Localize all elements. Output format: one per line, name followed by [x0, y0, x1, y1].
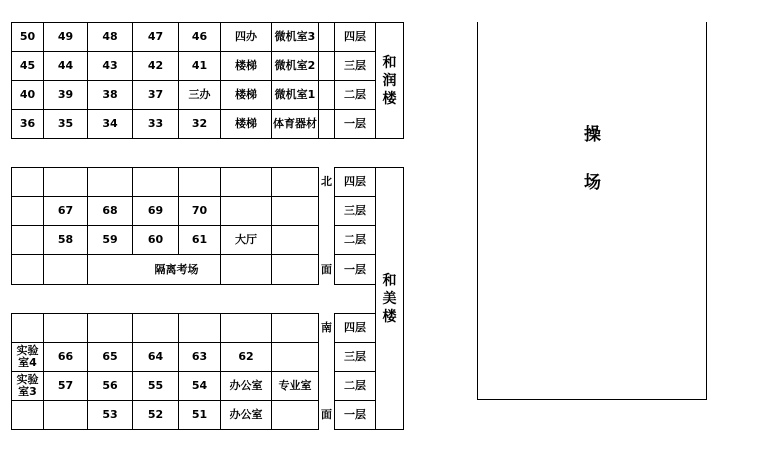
room-cell: 44: [43, 51, 88, 81]
room-cell: 45: [11, 51, 44, 81]
floor-label: 四层: [334, 313, 376, 343]
room-cell: [271, 342, 319, 372]
room-cell: 体育器材: [271, 109, 319, 139]
floor-label: 三层: [334, 51, 376, 81]
room-cell: [11, 225, 44, 255]
room-cell: 58: [43, 225, 88, 255]
room-cell: 38: [87, 80, 133, 110]
room-cell: 微机室3: [271, 22, 319, 52]
side-label: [318, 225, 335, 255]
room-cell: [220, 313, 272, 343]
room-cell: 52: [132, 400, 179, 430]
floor-label: 二层: [334, 225, 376, 255]
room-cell: 四办: [220, 22, 272, 52]
room-cell: 40: [11, 80, 44, 110]
room-cell: 34: [87, 109, 133, 139]
room-cell: [271, 254, 319, 285]
building-name-hemei: 和美楼: [375, 167, 404, 430]
room-cell: 70: [178, 196, 221, 226]
room-cell: 50: [11, 22, 44, 52]
room-cell: 42: [132, 51, 179, 81]
room-cell: 65: [87, 342, 133, 372]
room-cell: 46: [178, 22, 221, 52]
room-cell: 56: [87, 371, 133, 401]
room-cell: 36: [11, 109, 44, 139]
room-cell: 61: [178, 225, 221, 255]
room-cell: 楼梯: [220, 109, 272, 139]
room-cell: 68: [87, 196, 133, 226]
room-cell: [132, 167, 179, 197]
room-cell: 大厅: [220, 225, 272, 255]
room-cell: [11, 313, 44, 343]
room-cell: 53: [87, 400, 133, 430]
room-cell: 三办: [178, 80, 221, 110]
playground-label: 操: [584, 125, 601, 145]
room-cell: 59: [87, 225, 133, 255]
room-cell: 62: [220, 342, 272, 372]
room-cell: [87, 313, 133, 343]
room-cell: [178, 313, 221, 343]
side-label: [318, 196, 335, 226]
room-cell: [43, 167, 88, 197]
floor-label: 一层: [334, 254, 376, 285]
room-cell: [11, 254, 44, 285]
floor-label: 二层: [334, 80, 376, 110]
room-cell: 41: [178, 51, 221, 81]
room-cell: 33: [132, 109, 179, 139]
room-cell: [271, 313, 319, 343]
room-cell: 48: [87, 22, 133, 52]
room-cell: 39: [43, 80, 88, 110]
side-label: 面: [321, 408, 332, 421]
room-cell: 实验室3: [11, 371, 44, 401]
room-cell: 微机室1: [271, 80, 319, 110]
room-cell: [11, 196, 44, 226]
room-cell: 49: [43, 22, 88, 52]
gap-cell: [318, 51, 335, 81]
room-cell: [271, 196, 319, 226]
room-cell: 43: [87, 51, 133, 81]
room-cell: 办公室: [220, 371, 272, 401]
playground-label: 场: [584, 173, 601, 193]
room-cell: [271, 400, 319, 430]
floor-label: 二层: [334, 371, 376, 401]
room-cell: [43, 400, 88, 430]
room-cell: 35: [43, 109, 88, 139]
room-cell: [43, 313, 88, 343]
side-label: [318, 371, 335, 401]
room-cell: 实验室4: [11, 342, 44, 372]
side-label: [318, 342, 335, 372]
room-cell: [220, 196, 272, 226]
exam-room-cell: 隔离考场: [154, 262, 199, 276]
room-cell: [271, 167, 319, 197]
room-cell: 66: [43, 342, 88, 372]
floor-label: 一层: [334, 109, 376, 139]
playground: [477, 22, 707, 400]
side-label: 面: [321, 262, 332, 276]
side-label: 北: [321, 175, 332, 188]
floor-label: 三层: [334, 196, 376, 226]
room-cell: [271, 225, 319, 255]
room-cell: 楼梯: [220, 51, 272, 81]
side-label: 南: [321, 321, 332, 334]
room-cell: 64: [132, 342, 179, 372]
room-cell: 54: [178, 371, 221, 401]
floor-label: 四层: [334, 167, 376, 197]
room-cell: 63: [178, 342, 221, 372]
room-cell: [11, 400, 44, 430]
floor-label: 四层: [334, 22, 376, 52]
gap-cell: [318, 80, 335, 110]
room-cell: 69: [132, 196, 179, 226]
room-cell: [132, 313, 179, 343]
room-cell: [178, 167, 221, 197]
room-cell: 67: [43, 196, 88, 226]
building-name-hexun: 和润楼: [375, 22, 404, 139]
room-cell: [11, 167, 44, 197]
room-cell: 51: [178, 400, 221, 430]
room-cell: 办公室: [220, 400, 272, 430]
room-cell: [87, 167, 133, 197]
room-cell: 60: [132, 225, 179, 255]
room-cell: [220, 254, 272, 285]
floor-label: 三层: [334, 342, 376, 372]
gap-cell: [318, 109, 335, 139]
room-cell: 55: [132, 371, 179, 401]
room-cell: 微机室2: [271, 51, 319, 81]
room-cell: 47: [132, 22, 179, 52]
room-cell: 专业室: [271, 371, 319, 401]
room-cell: 37: [132, 80, 179, 110]
room-cell: [43, 254, 88, 285]
room-cell: 57: [43, 371, 88, 401]
room-cell: [220, 167, 272, 197]
room-cell: 楼梯: [220, 80, 272, 110]
floor-label: 一层: [334, 400, 376, 430]
gap-cell: [318, 22, 335, 52]
room-cell: 32: [178, 109, 221, 139]
